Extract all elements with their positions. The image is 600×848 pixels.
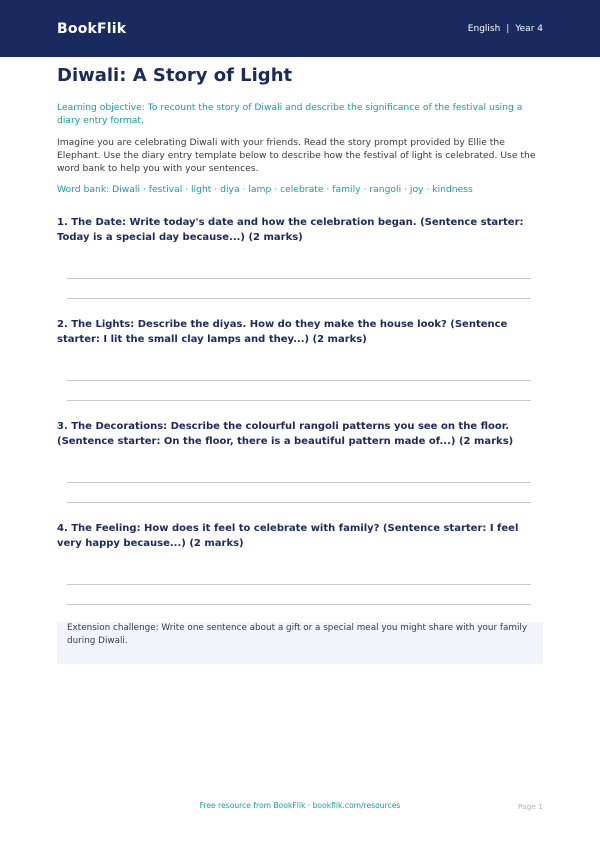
answer-line[interactable] — [67, 278, 531, 279]
page-number: Page 1 — [518, 802, 543, 811]
page-header — [0, 0, 600, 57]
brand-logo: BookFlik — [57, 20, 127, 37]
intro-paragraph: Imagine you are celebrating Diwali with your friends. Read the story prompt provided by Ellie the Elephant. Use the diary entry template below to describe how the festival of light is celebrated. Use the word bank to help you with your sentences. — [57, 137, 536, 174]
answer-line[interactable] — [67, 380, 531, 381]
answer-line[interactable] — [67, 400, 531, 401]
question-3 — [57, 419, 543, 449]
question-text: 1. The Date: Write today's date and how the celebration began. (Sentence starter: Today is a special day because...) (2 marks) — [57, 217, 524, 243]
year-label: Year 4 — [515, 23, 543, 34]
question-text: 4. The Feeling: How does it feel to celebrate with family? (Sentence starter: I feel very happy because...) (2 marks) — [57, 523, 519, 549]
question-1 — [57, 215, 543, 245]
worksheet-intro — [57, 64, 543, 196]
meta-separator: | — [506, 23, 510, 34]
question-4 — [57, 521, 543, 551]
question-2 — [57, 317, 543, 347]
answer-line[interactable] — [67, 298, 531, 299]
learning-objective: Learning objective: To recount the story of Diwali and describe the significance of the festival using a diary entry format. — [57, 102, 523, 126]
footer-resource-link[interactable]: Free resource from BookFlik · bookflik.com/resources — [199, 801, 401, 810]
subject-year-meta — [468, 24, 543, 34]
extension-challenge-box — [57, 622, 543, 664]
question-text: 3. The Decorations: Describe the colourful rangoli patterns you see on the floor. (Sentence starter: On the floor, there is a beautiful pattern made of...) (2 marks) — [57, 421, 514, 447]
extension-challenge-text: Extension challenge: Write one sentence about a gift or a special meal you might share with your family during Diwali. — [67, 623, 528, 646]
question-text: 2. The Lights: Describe the diyas. How do they make the house look? (Sentence starter: I lit the small clay lamps and they...) (2 marks) — [57, 319, 508, 345]
subject-label: English — [467, 23, 501, 34]
worksheet-title: Diwali: A Story of Light — [57, 65, 293, 86]
word-bank: Word bank: Diwali · festival · light · diya · lamp · celebrate · family · rangoli · joy · kindness — [57, 184, 473, 195]
answer-line[interactable] — [67, 502, 531, 503]
answer-line[interactable] — [67, 584, 531, 585]
answer-line[interactable] — [67, 482, 531, 483]
answer-line[interactable] — [67, 604, 531, 605]
